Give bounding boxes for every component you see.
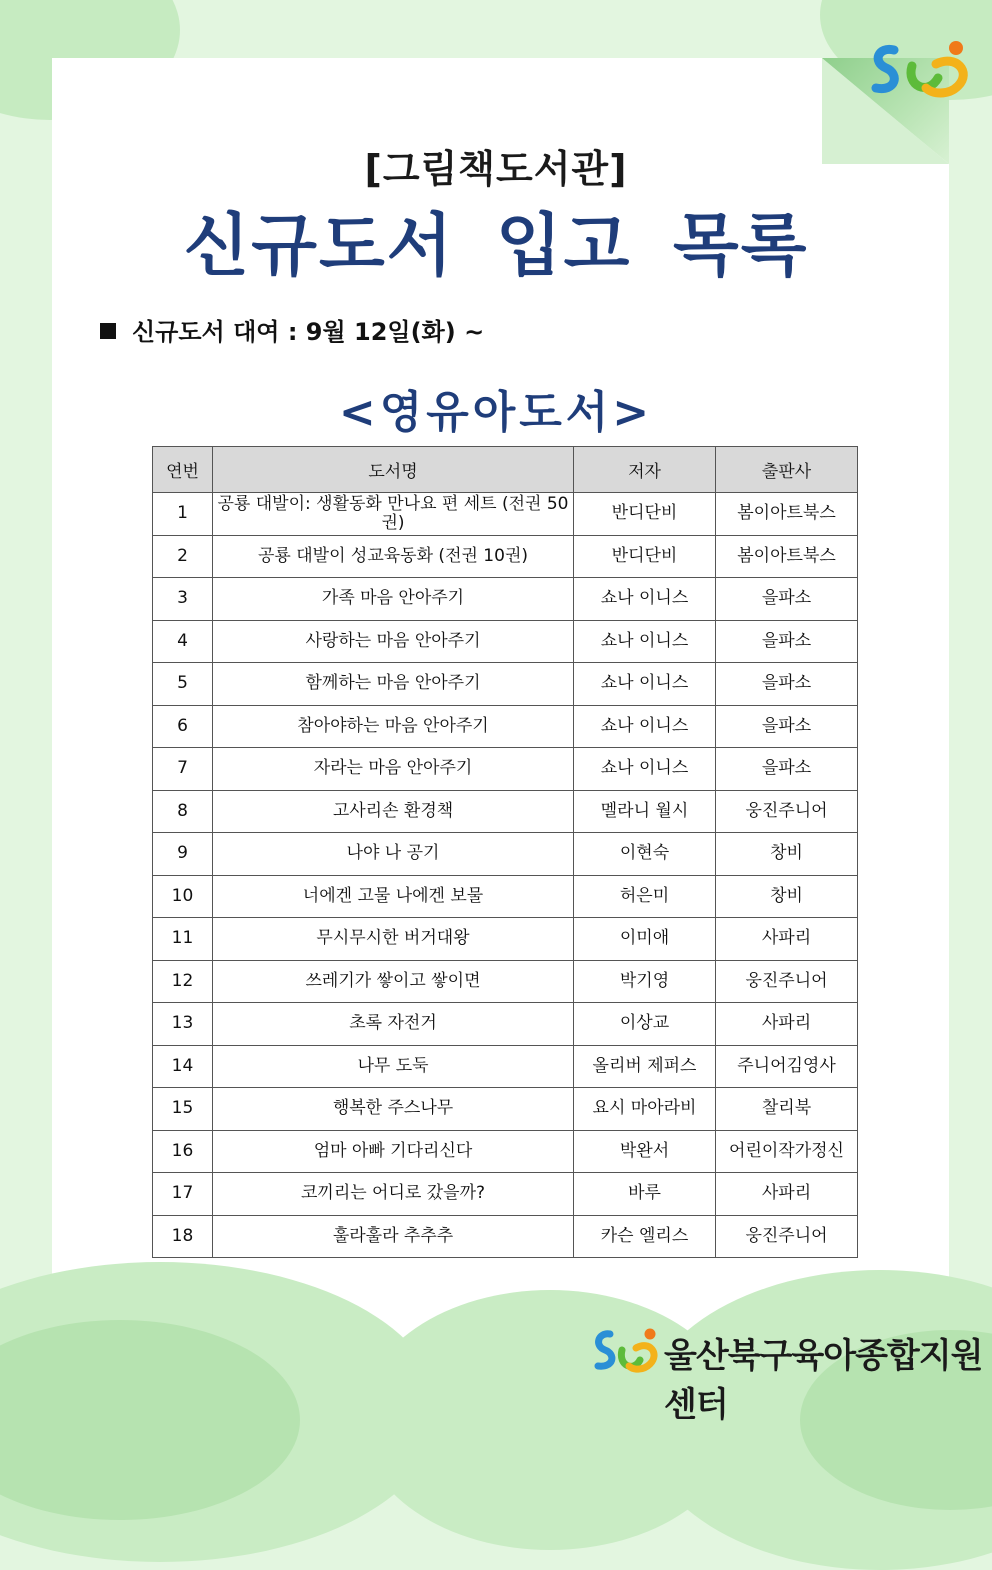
row-number: 3	[153, 578, 213, 621]
book-title: 사랑하는 마음 안아주기	[213, 620, 574, 663]
book-title: 쓰레기가 쌓이고 쌓이면	[213, 960, 574, 1003]
subtitle: [그림책도서관]	[364, 147, 628, 191]
page-title: 신규도서 입고 목록	[183, 207, 809, 286]
book-publisher: 어린이작가정신	[716, 1130, 858, 1173]
book-title: 훌라훌라 추추추	[213, 1215, 574, 1258]
book-author: 쇼나 이니스	[574, 705, 716, 748]
book-publisher: 봄이아트북스	[716, 493, 858, 536]
book-publisher: 을파소	[716, 748, 858, 791]
book-title: 행복한 주스나무	[213, 1088, 574, 1131]
book-author: 이미애	[574, 918, 716, 961]
row-number: 10	[153, 875, 213, 918]
organization-name: 울산북구육아종합지원센터	[664, 1336, 983, 1425]
row-number: 8	[153, 790, 213, 833]
loan-notice	[100, 312, 484, 347]
table-row	[153, 1088, 858, 1131]
book-publisher: 웅진주니어	[716, 960, 858, 1003]
book-author: 쇼나 이니스	[574, 748, 716, 791]
row-number: 4	[153, 620, 213, 663]
book-publisher: 을파소	[716, 620, 858, 663]
loan-notice-text: 신규도서 대여 : 9월 12일(화) ~	[132, 318, 485, 346]
row-number: 6	[153, 705, 213, 748]
book-publisher: 을파소	[716, 578, 858, 621]
square-bullet-icon	[100, 323, 116, 339]
book-publisher: 을파소	[716, 663, 858, 706]
book-author: 반디단비	[574, 535, 716, 578]
book-title: 공룡 대발이: 생활동화 만나요 편 세트 (전권 50권)	[213, 493, 574, 536]
book-author: 쇼나 이니스	[574, 663, 716, 706]
table-row	[153, 535, 858, 578]
book-list-table	[152, 446, 858, 1258]
column-header: 도서명	[213, 447, 574, 493]
table-row	[153, 960, 858, 1003]
book-publisher: 주니어김영사	[716, 1045, 858, 1088]
book-title: 너에겐 고물 나에겐 보물	[213, 875, 574, 918]
book-publisher: 을파소	[716, 705, 858, 748]
table-row	[153, 918, 858, 961]
book-title: 코끼리는 어디로 갔을까?	[213, 1173, 574, 1216]
book-publisher: 찰리북	[716, 1088, 858, 1131]
row-number: 2	[153, 535, 213, 578]
book-title: 초록 자전거	[213, 1003, 574, 1046]
book-author: 쇼나 이니스	[574, 578, 716, 621]
book-publisher: 봄이아트북스	[716, 535, 858, 578]
book-publisher: 사파리	[716, 918, 858, 961]
book-title: 공룡 대발이 성교육동화 (전권 10권)	[213, 535, 574, 578]
book-publisher: 사파리	[716, 1003, 858, 1046]
table-row	[153, 1215, 858, 1258]
book-author: 이상교	[574, 1003, 716, 1046]
table-row	[153, 705, 858, 748]
row-number: 13	[153, 1003, 213, 1046]
table-row	[153, 833, 858, 876]
book-title: 가족 마음 안아주기	[213, 578, 574, 621]
table-row	[153, 1045, 858, 1088]
book-author: 박기영	[574, 960, 716, 1003]
center-logo-icon	[592, 1322, 662, 1384]
row-number: 12	[153, 960, 213, 1003]
column-header: 출판사	[716, 447, 858, 493]
section-title: <영유아도서>	[338, 387, 654, 438]
book-title: 고사리손 환경책	[213, 790, 574, 833]
row-number: 17	[153, 1173, 213, 1216]
table-row	[153, 875, 858, 918]
table-header-row	[153, 447, 858, 493]
row-number: 14	[153, 1045, 213, 1088]
book-author: 카슨 엘리스	[574, 1215, 716, 1258]
book-author: 박완서	[574, 1130, 716, 1173]
book-author: 멜라니 월시	[574, 790, 716, 833]
row-number: 18	[153, 1215, 213, 1258]
table-row	[153, 1173, 858, 1216]
book-title: 함께하는 마음 안아주기	[213, 663, 574, 706]
table-body	[153, 493, 858, 1258]
row-number: 1	[153, 493, 213, 536]
book-title: 나무 도둑	[213, 1045, 574, 1088]
row-number: 5	[153, 663, 213, 706]
book-publisher: 창비	[716, 833, 858, 876]
book-title: 나야 나 공기	[213, 833, 574, 876]
book-publisher: 사파리	[716, 1173, 858, 1216]
book-author: 반디단비	[574, 493, 716, 536]
book-title: 무시무시한 버거대왕	[213, 918, 574, 961]
book-author: 허은미	[574, 875, 716, 918]
center-logo-icon	[866, 36, 978, 106]
table-row	[153, 1130, 858, 1173]
book-title: 참아야하는 마음 안아주기	[213, 705, 574, 748]
book-author: 이현숙	[574, 833, 716, 876]
table-row	[153, 620, 858, 663]
row-number: 16	[153, 1130, 213, 1173]
book-author: 쇼나 이니스	[574, 620, 716, 663]
book-publisher: 웅진주니어	[716, 790, 858, 833]
book-title: 자라는 마음 안아주기	[213, 748, 574, 791]
table-row	[153, 790, 858, 833]
book-author: 올리버 제퍼스	[574, 1045, 716, 1088]
table-row	[153, 663, 858, 706]
book-author: 요시 마아라비	[574, 1088, 716, 1131]
book-publisher: 창비	[716, 875, 858, 918]
book-publisher: 웅진주니어	[716, 1215, 858, 1258]
table-row	[153, 1003, 858, 1046]
table-row	[153, 748, 858, 791]
column-header: 연번	[153, 447, 213, 493]
book-author: 바루	[574, 1173, 716, 1216]
row-number: 9	[153, 833, 213, 876]
row-number: 11	[153, 918, 213, 961]
row-number: 15	[153, 1088, 213, 1131]
table-row	[153, 578, 858, 621]
row-number: 7	[153, 748, 213, 791]
table-row	[153, 493, 858, 536]
book-title: 엄마 아빠 기다리신다	[213, 1130, 574, 1173]
column-header: 저자	[574, 447, 716, 493]
